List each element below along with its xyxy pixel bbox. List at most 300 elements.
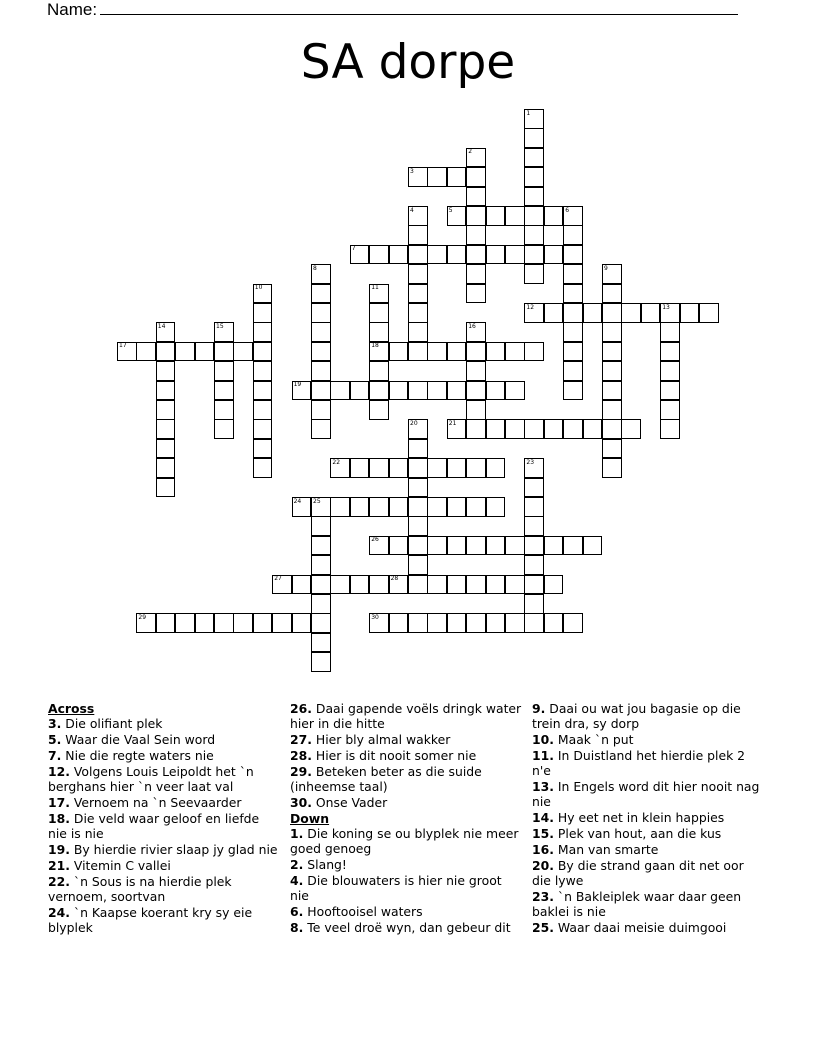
clue-number: 30 bbox=[371, 613, 379, 621]
grid-cell[interactable] bbox=[427, 342, 447, 362]
grid-cell[interactable] bbox=[524, 264, 544, 284]
clue-across bbox=[48, 811, 280, 841]
grid-cell[interactable] bbox=[466, 497, 486, 517]
clue-text: Onse Vader bbox=[315, 795, 388, 810]
grid-cell[interactable] bbox=[195, 613, 215, 633]
grid-cell[interactable] bbox=[175, 342, 195, 362]
grid-cell[interactable] bbox=[253, 419, 273, 439]
grid-cell[interactable] bbox=[369, 458, 389, 478]
grid-cell[interactable] bbox=[330, 497, 350, 517]
grid-cell[interactable] bbox=[253, 303, 273, 323]
grid-cell[interactable] bbox=[486, 575, 506, 595]
grid-cell[interactable] bbox=[621, 303, 641, 323]
grid-cell[interactable] bbox=[350, 497, 370, 517]
grid-cell[interactable] bbox=[427, 536, 447, 556]
clue-across bbox=[48, 716, 280, 731]
grid-cell[interactable] bbox=[505, 342, 525, 362]
grid-cell[interactable] bbox=[408, 497, 428, 517]
clue-text: Daai ou wat jou bagasie op die trein dra, sy dorp bbox=[532, 701, 741, 731]
grid-cell[interactable] bbox=[544, 536, 564, 556]
clue-number: 29 bbox=[138, 613, 147, 621]
grid-cell[interactable] bbox=[253, 439, 273, 459]
grid-cell[interactable] bbox=[136, 342, 156, 362]
grid-cell[interactable] bbox=[369, 575, 389, 595]
grid-cell[interactable] bbox=[389, 613, 409, 633]
grid-cell[interactable] bbox=[447, 381, 467, 401]
clue-number-label: 30. bbox=[290, 795, 312, 810]
grid-cell[interactable] bbox=[447, 497, 467, 517]
clue-text: Daai gapende voëls dringk water hier in die hitte bbox=[290, 701, 522, 731]
grid-cell[interactable] bbox=[660, 361, 680, 381]
clue-number-label: 8. bbox=[290, 920, 304, 935]
clue-number: 23 bbox=[526, 458, 535, 466]
grid-cell[interactable] bbox=[466, 536, 486, 556]
grid-cell[interactable] bbox=[602, 419, 622, 439]
clue-across bbox=[290, 795, 524, 810]
grid-cell[interactable] bbox=[680, 303, 700, 323]
grid-cell[interactable] bbox=[408, 284, 428, 304]
clue-number-label: 14. bbox=[532, 810, 554, 825]
clue-number-label: 26. bbox=[290, 701, 312, 716]
clue-number-label: 9. bbox=[532, 701, 546, 716]
grid-cell[interactable] bbox=[583, 536, 603, 556]
grid-cell[interactable] bbox=[563, 225, 583, 245]
clue-down bbox=[532, 810, 766, 825]
clue-text: Die blouwaters is hier nie groot nie bbox=[290, 873, 502, 903]
grid-cell[interactable] bbox=[466, 381, 486, 401]
clue-across bbox=[290, 732, 524, 747]
clue-number: 13 bbox=[662, 303, 670, 311]
grid-cell[interactable] bbox=[311, 342, 331, 362]
grid-cell[interactable] bbox=[156, 381, 176, 401]
grid-cell[interactable] bbox=[486, 419, 506, 439]
grid-cell[interactable] bbox=[466, 187, 486, 207]
grid-cell[interactable] bbox=[602, 458, 622, 478]
grid-cell[interactable] bbox=[466, 342, 486, 362]
clue-number: 7 bbox=[351, 245, 356, 253]
grid-cell[interactable] bbox=[641, 303, 661, 323]
clue-down bbox=[532, 779, 766, 809]
grid-cell[interactable] bbox=[427, 497, 447, 517]
grid-cell[interactable] bbox=[253, 613, 273, 633]
grid-cell[interactable] bbox=[563, 322, 583, 342]
grid-cell[interactable] bbox=[253, 400, 273, 420]
grid-cell[interactable] bbox=[447, 167, 467, 187]
clue-number: 15 bbox=[216, 322, 224, 330]
clue-text: Die veld waar geloof en liefde nie is nie bbox=[48, 811, 260, 841]
grid-cell[interactable] bbox=[524, 342, 544, 362]
clue-number-label: 25. bbox=[532, 920, 554, 935]
clue-number-label: 20. bbox=[532, 858, 554, 873]
grid-cell[interactable] bbox=[330, 381, 350, 401]
clue-across bbox=[48, 764, 280, 794]
clue-number: 21 bbox=[448, 419, 457, 427]
grid-cell[interactable] bbox=[466, 245, 486, 265]
grid-cell[interactable] bbox=[427, 575, 447, 595]
clue-number: 16 bbox=[468, 322, 476, 330]
grid-cell[interactable] bbox=[408, 516, 428, 536]
grid-cell[interactable] bbox=[408, 536, 428, 556]
grid-cell[interactable] bbox=[311, 284, 331, 304]
grid-cell[interactable] bbox=[427, 167, 447, 187]
grid-cell[interactable] bbox=[214, 342, 234, 362]
grid-cell[interactable] bbox=[505, 381, 525, 401]
grid-cell[interactable] bbox=[214, 419, 234, 439]
grid-cell[interactable] bbox=[408, 439, 428, 459]
grid-cell[interactable] bbox=[524, 148, 544, 168]
clue-text: In Engels word dit hier nooit nag nie bbox=[532, 779, 760, 809]
grid-cell[interactable] bbox=[524, 167, 544, 187]
grid-cell[interactable] bbox=[660, 322, 680, 342]
grid-cell[interactable] bbox=[350, 458, 370, 478]
grid-cell[interactable] bbox=[544, 419, 564, 439]
clue-number-label: 15. bbox=[532, 826, 554, 841]
grid-cell[interactable] bbox=[369, 322, 389, 342]
grid-cell[interactable] bbox=[505, 419, 525, 439]
grid-cell[interactable] bbox=[524, 516, 544, 536]
grid-cell[interactable] bbox=[408, 225, 428, 245]
grid-cell[interactable] bbox=[311, 575, 331, 595]
clue-text: Die olifiant plek bbox=[65, 716, 163, 731]
grid-cell[interactable] bbox=[447, 342, 467, 362]
name-label: Name: bbox=[47, 0, 98, 19]
grid-cell[interactable] bbox=[369, 361, 389, 381]
grid-cell[interactable] bbox=[524, 536, 544, 556]
grid-cell[interactable] bbox=[544, 245, 564, 265]
grid-cell[interactable] bbox=[311, 613, 331, 633]
clue-number-label: 5. bbox=[48, 732, 62, 747]
grid-cell[interactable] bbox=[524, 594, 544, 614]
grid-cell[interactable] bbox=[311, 536, 331, 556]
clue-text: `n Bakleiplek waar daar geen baklei is nie bbox=[532, 889, 742, 919]
clue-text: Plek van hout, aan die kus bbox=[557, 826, 722, 841]
grid-cell[interactable] bbox=[602, 400, 622, 420]
grid-cell[interactable] bbox=[447, 245, 467, 265]
clue-number: 4 bbox=[410, 206, 414, 214]
grid-cell[interactable] bbox=[369, 381, 389, 401]
grid-cell[interactable] bbox=[369, 497, 389, 517]
grid-cell[interactable] bbox=[563, 419, 583, 439]
grid-cell[interactable] bbox=[408, 613, 428, 633]
grid-cell[interactable] bbox=[602, 303, 622, 323]
clue-across bbox=[48, 842, 280, 857]
grid-cell[interactable] bbox=[156, 342, 176, 362]
clue-down bbox=[532, 889, 766, 919]
grid-cell[interactable] bbox=[311, 381, 331, 401]
grid-cell[interactable] bbox=[311, 322, 331, 342]
grid-cell[interactable] bbox=[524, 613, 544, 633]
grid-cell[interactable] bbox=[447, 458, 467, 478]
grid-cell[interactable] bbox=[466, 419, 486, 439]
grid-cell[interactable] bbox=[311, 652, 331, 672]
clue-number-label: 6. bbox=[290, 904, 304, 919]
grid-cell[interactable] bbox=[544, 613, 564, 633]
grid-cell[interactable] bbox=[253, 342, 273, 362]
grid-cell[interactable] bbox=[563, 245, 583, 265]
clue-text: Waar daai meisie duimgooi bbox=[557, 920, 727, 935]
clue-down bbox=[532, 732, 766, 747]
grid-cell[interactable] bbox=[408, 342, 428, 362]
clue-text: Nie die regte waters nie bbox=[65, 748, 214, 763]
grid-cell[interactable] bbox=[466, 167, 486, 187]
grid-cell[interactable] bbox=[350, 575, 370, 595]
clue-down bbox=[290, 920, 524, 935]
clue-text: Vernoem na `n Seevaarder bbox=[73, 795, 242, 810]
clue-down bbox=[290, 857, 524, 872]
grid-cell[interactable] bbox=[524, 245, 544, 265]
grid-cell[interactable] bbox=[602, 342, 622, 362]
grid-cell[interactable] bbox=[524, 555, 544, 575]
clue-text: Volgens Louis Leipoldt het `n berghans hier `n veer laat val bbox=[48, 764, 254, 794]
grid-cell[interactable] bbox=[524, 419, 544, 439]
clue-text: Hy eet net in klein happies bbox=[557, 810, 725, 825]
grid-cell[interactable] bbox=[563, 284, 583, 304]
grid-cell[interactable] bbox=[563, 613, 583, 633]
clue-across bbox=[48, 858, 280, 873]
grid-cell[interactable] bbox=[311, 516, 331, 536]
page-title: SA dorpe bbox=[300, 35, 516, 90]
grid-cell[interactable] bbox=[524, 206, 544, 226]
clue-number: 1 bbox=[526, 109, 531, 117]
clue-number-label: 2. bbox=[290, 857, 304, 872]
clue-down bbox=[532, 748, 766, 778]
grid-cell[interactable] bbox=[563, 264, 583, 284]
grid-cell[interactable] bbox=[486, 245, 506, 265]
grid-cell[interactable] bbox=[505, 575, 525, 595]
grid-cell[interactable] bbox=[156, 458, 176, 478]
grid-cell[interactable] bbox=[156, 361, 176, 381]
grid-cell[interactable] bbox=[389, 497, 409, 517]
grid-cell[interactable] bbox=[466, 225, 486, 245]
grid-cell[interactable] bbox=[253, 361, 273, 381]
grid-cell[interactable] bbox=[253, 322, 273, 342]
grid-cell[interactable] bbox=[447, 575, 467, 595]
grid-cell[interactable] bbox=[505, 613, 525, 633]
clue-text: In Duistland het hierdie plek 2 n'e bbox=[532, 748, 746, 778]
grid-cell[interactable] bbox=[214, 400, 234, 420]
grid-cell[interactable] bbox=[427, 245, 447, 265]
grid-cell[interactable] bbox=[408, 458, 428, 478]
grid-cell[interactable] bbox=[660, 342, 680, 362]
clue-number: 17 bbox=[119, 342, 127, 350]
clue-text: Waar die Vaal Sein word bbox=[65, 732, 216, 747]
grid-cell[interactable] bbox=[466, 613, 486, 633]
grid-cell[interactable] bbox=[524, 478, 544, 498]
grid-cell[interactable] bbox=[602, 381, 622, 401]
grid-cell[interactable] bbox=[602, 439, 622, 459]
clue-number-label: 4. bbox=[290, 873, 304, 888]
clue-number-label: 28. bbox=[290, 748, 312, 763]
clue-text: Slang! bbox=[307, 857, 347, 872]
clue-text: Vitemin C vallei bbox=[73, 858, 171, 873]
grid-cell[interactable] bbox=[486, 206, 506, 226]
clue-number: 9 bbox=[604, 264, 608, 272]
grid-cell[interactable] bbox=[292, 575, 312, 595]
grid-cell[interactable] bbox=[214, 613, 234, 633]
grid-cell[interactable] bbox=[311, 594, 331, 614]
grid-cell[interactable] bbox=[466, 458, 486, 478]
grid-cell[interactable] bbox=[660, 400, 680, 420]
grid-cell[interactable] bbox=[408, 555, 428, 575]
grid-cell[interactable] bbox=[505, 245, 525, 265]
grid-cell[interactable] bbox=[408, 478, 428, 498]
clue-text: Man van smarte bbox=[557, 842, 659, 857]
grid-cell[interactable] bbox=[466, 361, 486, 381]
grid-cell[interactable] bbox=[466, 575, 486, 595]
grid-cell[interactable] bbox=[311, 361, 331, 381]
clue-number-label: 13. bbox=[532, 779, 554, 794]
grid-cell[interactable] bbox=[427, 613, 447, 633]
grid-cell[interactable] bbox=[156, 419, 176, 439]
grid-cell[interactable] bbox=[214, 361, 234, 381]
grid-cell[interactable] bbox=[505, 536, 525, 556]
clue-number: 24 bbox=[293, 497, 302, 505]
grid-cell[interactable] bbox=[524, 575, 544, 595]
grid-cell[interactable] bbox=[408, 303, 428, 323]
grid-cell[interactable] bbox=[660, 381, 680, 401]
clue-number: 20 bbox=[410, 419, 418, 427]
grid-cell[interactable] bbox=[621, 419, 641, 439]
grid-cell[interactable] bbox=[175, 613, 195, 633]
clue-down bbox=[532, 858, 766, 888]
grid-cell[interactable] bbox=[563, 536, 583, 556]
grid-cell[interactable] bbox=[563, 361, 583, 381]
grid-cell[interactable] bbox=[602, 322, 622, 342]
grid-cell[interactable] bbox=[466, 400, 486, 420]
clue-across bbox=[290, 701, 524, 731]
clue-text: Hooftooisel waters bbox=[307, 904, 423, 919]
grid-cell[interactable] bbox=[505, 206, 525, 226]
grid-cell[interactable] bbox=[699, 303, 719, 323]
clues-column-1 bbox=[48, 701, 280, 936]
clues-column-2 bbox=[290, 701, 524, 936]
clue-number: 27 bbox=[274, 575, 282, 583]
grid-cell[interactable] bbox=[389, 458, 409, 478]
grid-cell[interactable] bbox=[408, 322, 428, 342]
clue-text: `n Kaapse koerant kry sy eie blyplek bbox=[48, 905, 253, 935]
clue-number-label: 19. bbox=[48, 842, 70, 857]
grid-cell[interactable] bbox=[156, 400, 176, 420]
grid-cell[interactable] bbox=[544, 303, 564, 323]
grid-cell[interactable] bbox=[233, 342, 253, 362]
grid-cell[interactable] bbox=[350, 381, 370, 401]
grid-cell[interactable] bbox=[583, 419, 603, 439]
grid-cell[interactable] bbox=[369, 303, 389, 323]
grid-cell[interactable] bbox=[524, 128, 544, 148]
grid-cell[interactable] bbox=[563, 342, 583, 362]
clue-number-label: 17. bbox=[48, 795, 70, 810]
clue-text: Maak `n put bbox=[557, 732, 634, 747]
grid-cell[interactable] bbox=[563, 381, 583, 401]
clue-number: 5 bbox=[448, 206, 453, 214]
clue-across bbox=[48, 732, 280, 747]
clue-text: Beteken beter as die suide (inheemse taal) bbox=[290, 764, 482, 794]
clue-number-label: 18. bbox=[48, 811, 70, 826]
grid-cell[interactable] bbox=[195, 342, 215, 362]
grid-cell[interactable] bbox=[486, 342, 506, 362]
grid-cell[interactable] bbox=[486, 381, 506, 401]
grid-cell[interactable] bbox=[311, 400, 331, 420]
clue-down bbox=[290, 873, 524, 903]
clue-number-label: 7. bbox=[48, 748, 62, 763]
grid-cell[interactable] bbox=[602, 361, 622, 381]
grid-cell[interactable] bbox=[233, 613, 253, 633]
grid-cell[interactable] bbox=[544, 575, 564, 595]
grid-cell[interactable] bbox=[253, 458, 273, 478]
clue-number: 12 bbox=[526, 303, 535, 311]
grid-cell[interactable] bbox=[330, 575, 350, 595]
clue-text: By hierdie rivier slaap jy glad nie bbox=[73, 842, 278, 857]
grid-cell[interactable] bbox=[466, 206, 486, 226]
grid-cell[interactable] bbox=[311, 633, 331, 653]
clue-text: By die strand gaan dit net oor die lywe bbox=[532, 858, 744, 888]
grid-cell[interactable] bbox=[447, 613, 467, 633]
grid-cell[interactable] bbox=[389, 381, 409, 401]
grid-cell[interactable] bbox=[524, 225, 544, 245]
grid-cell[interactable] bbox=[389, 536, 409, 556]
down-heading: Down bbox=[290, 811, 330, 826]
grid-cell[interactable] bbox=[408, 575, 428, 595]
grid-cell[interactable] bbox=[427, 381, 447, 401]
grid-cell[interactable] bbox=[660, 419, 680, 439]
clue-number: 3 bbox=[410, 167, 414, 175]
clue-number: 6 bbox=[565, 206, 570, 214]
grid-cell[interactable] bbox=[311, 419, 331, 439]
clues-column-3 bbox=[532, 701, 766, 936]
grid-cell[interactable] bbox=[602, 284, 622, 304]
grid-cell[interactable] bbox=[272, 613, 292, 633]
clue-number-label: 29. bbox=[290, 764, 312, 779]
grid-cell[interactable] bbox=[524, 497, 544, 517]
clue-number: 14 bbox=[157, 322, 166, 330]
grid-cell[interactable] bbox=[408, 381, 428, 401]
clue-number-label: 3. bbox=[48, 716, 62, 731]
grid-cell[interactable] bbox=[447, 536, 467, 556]
clue-number-label: 23. bbox=[532, 889, 554, 904]
grid-cell[interactable] bbox=[369, 400, 389, 420]
grid-cell[interactable] bbox=[583, 303, 603, 323]
grid-cell[interactable] bbox=[544, 206, 564, 226]
grid-cell[interactable] bbox=[369, 245, 389, 265]
grid-cell[interactable] bbox=[311, 303, 331, 323]
clue-across bbox=[48, 748, 280, 763]
grid-cell[interactable] bbox=[214, 381, 234, 401]
grid-cell[interactable] bbox=[486, 613, 506, 633]
grid-cell[interactable] bbox=[408, 245, 428, 265]
grid-cell[interactable] bbox=[156, 613, 176, 633]
grid-cell[interactable] bbox=[156, 478, 176, 498]
clue-number-label: 10. bbox=[532, 732, 554, 747]
clue-number: 19 bbox=[293, 381, 302, 389]
grid-cell[interactable] bbox=[466, 264, 486, 284]
clue-text: Te veel droë wyn, dan gebeur dit bbox=[307, 920, 511, 935]
grid-cell[interactable] bbox=[311, 555, 331, 575]
grid-cell[interactable] bbox=[486, 497, 506, 517]
grid-cell[interactable] bbox=[466, 284, 486, 304]
grid-cell[interactable] bbox=[389, 245, 409, 265]
grid-cell[interactable] bbox=[524, 187, 544, 207]
grid-cell[interactable] bbox=[427, 458, 447, 478]
grid-cell[interactable] bbox=[486, 458, 506, 478]
grid-cell[interactable] bbox=[486, 536, 506, 556]
clue-text: Hier bly almal wakker bbox=[315, 732, 451, 747]
grid-cell[interactable] bbox=[292, 613, 312, 633]
grid-cell[interactable] bbox=[253, 381, 273, 401]
grid-cell[interactable] bbox=[156, 439, 176, 459]
grid-cell[interactable] bbox=[389, 342, 409, 362]
grid-cell[interactable] bbox=[563, 303, 583, 323]
grid-cell[interactable] bbox=[408, 264, 428, 284]
